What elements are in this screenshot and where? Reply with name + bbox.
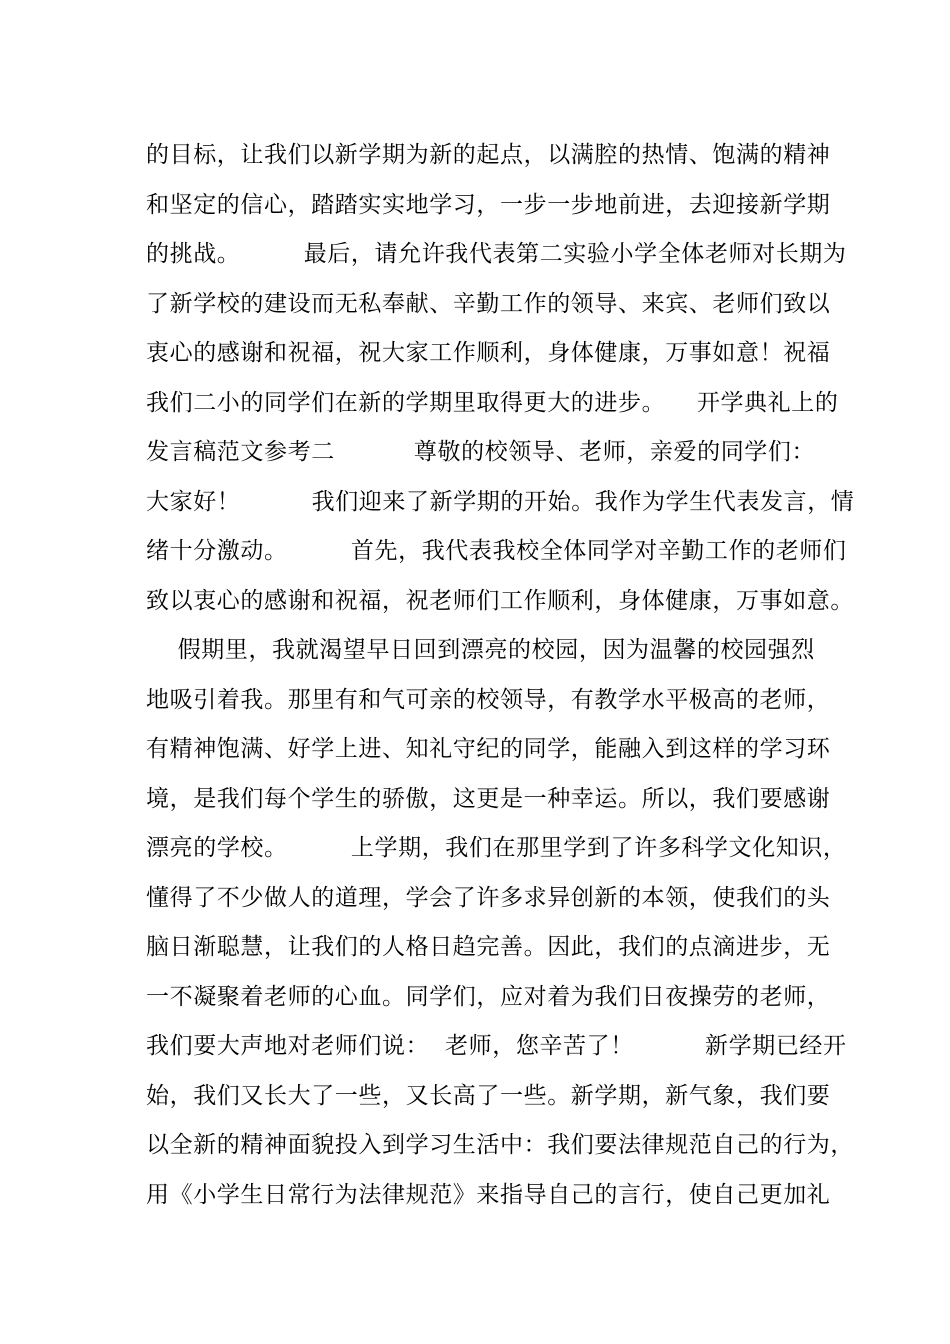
text-line: 用《小学生日常行为法律规范》来指导自己的言行，使自己更加礼 xyxy=(146,1181,831,1208)
text-line: 和坚定的信心，踏踏实实地学习，一步一步地前进，去迎接新学期 xyxy=(146,191,831,218)
text-line: 假期里，我就渴望早日回到漂亮的校园，因为温馨的校园强烈 xyxy=(146,637,815,663)
text-line: 境，是我们每个学生的骄傲，这更是一种幸运。所以，我们要感谢 xyxy=(146,785,831,812)
text-line: 一不凝聚着老师的心血。同学们，应对着为我们日夜操劳的老师， xyxy=(146,983,831,1010)
text-line: 以全新的精神面貌投入到学习生活中：我们要法律规范自己的行为， xyxy=(146,1132,854,1158)
text-line: 我们二小的同学们在新的学期里取得更大的进步。 开学典礼上的 xyxy=(146,389,839,416)
text-line: 大家好！ 我们迎来了新学期的开始。我作为学生代表发言，情 xyxy=(146,488,855,515)
text-line: 地吸引着我。那里有和气可亲的校领导，有教学水平极高的老师， xyxy=(146,686,831,713)
text-line: 的挑战。 最后，请允许我代表第二实验小学全体老师对长期为 xyxy=(146,241,847,267)
text-line: 有精神饱满、好学上进、知礼守纪的同学，能融入到这样的学习环 xyxy=(146,736,831,762)
text-line: 发言稿范文参考二 尊敬的校领导、老师，亲爱的同学们： xyxy=(146,439,816,465)
text-line: 始，我们又长大了一些，又长高了一些。新学期，新气象，我们要 xyxy=(146,1082,831,1109)
text-line: 懂得了不少做人的道理，学会了许多求异创新的本领，使我们的头 xyxy=(146,884,831,911)
text-line: 漂亮的学校。 上学期，我们在那里学到了许多科学文化知识， xyxy=(146,835,847,861)
text-line: 衷心的感谢和祝福，祝大家工作顺利，身体健康，万事如意！祝福 xyxy=(146,340,831,366)
text-line: 的目标，让我们以新学期为新的起点，以满腔的热情、饱满的精神 xyxy=(146,142,831,168)
text-line: 绪十分激动。 首先，我代表我校全体同学对辛勤工作的老师们 xyxy=(146,538,847,564)
text-line: 我们要大声地对老师们说： 老师，您辛苦了！ 新学期已经开 xyxy=(146,1033,847,1059)
body-text xyxy=(146,131,855,1220)
text-line: 致以衷心的感谢和祝福，祝老师们工作顺利，身体健康，万事如意。 xyxy=(146,587,854,614)
text-line: 了新学校的建设而无私奉献、辛勤工作的领导、来宾、老师们致以 xyxy=(146,290,831,317)
text-line: 脑日渐聪慧，让我们的人格日趋完善。因此，我们的点滴进步，无 xyxy=(146,934,831,960)
